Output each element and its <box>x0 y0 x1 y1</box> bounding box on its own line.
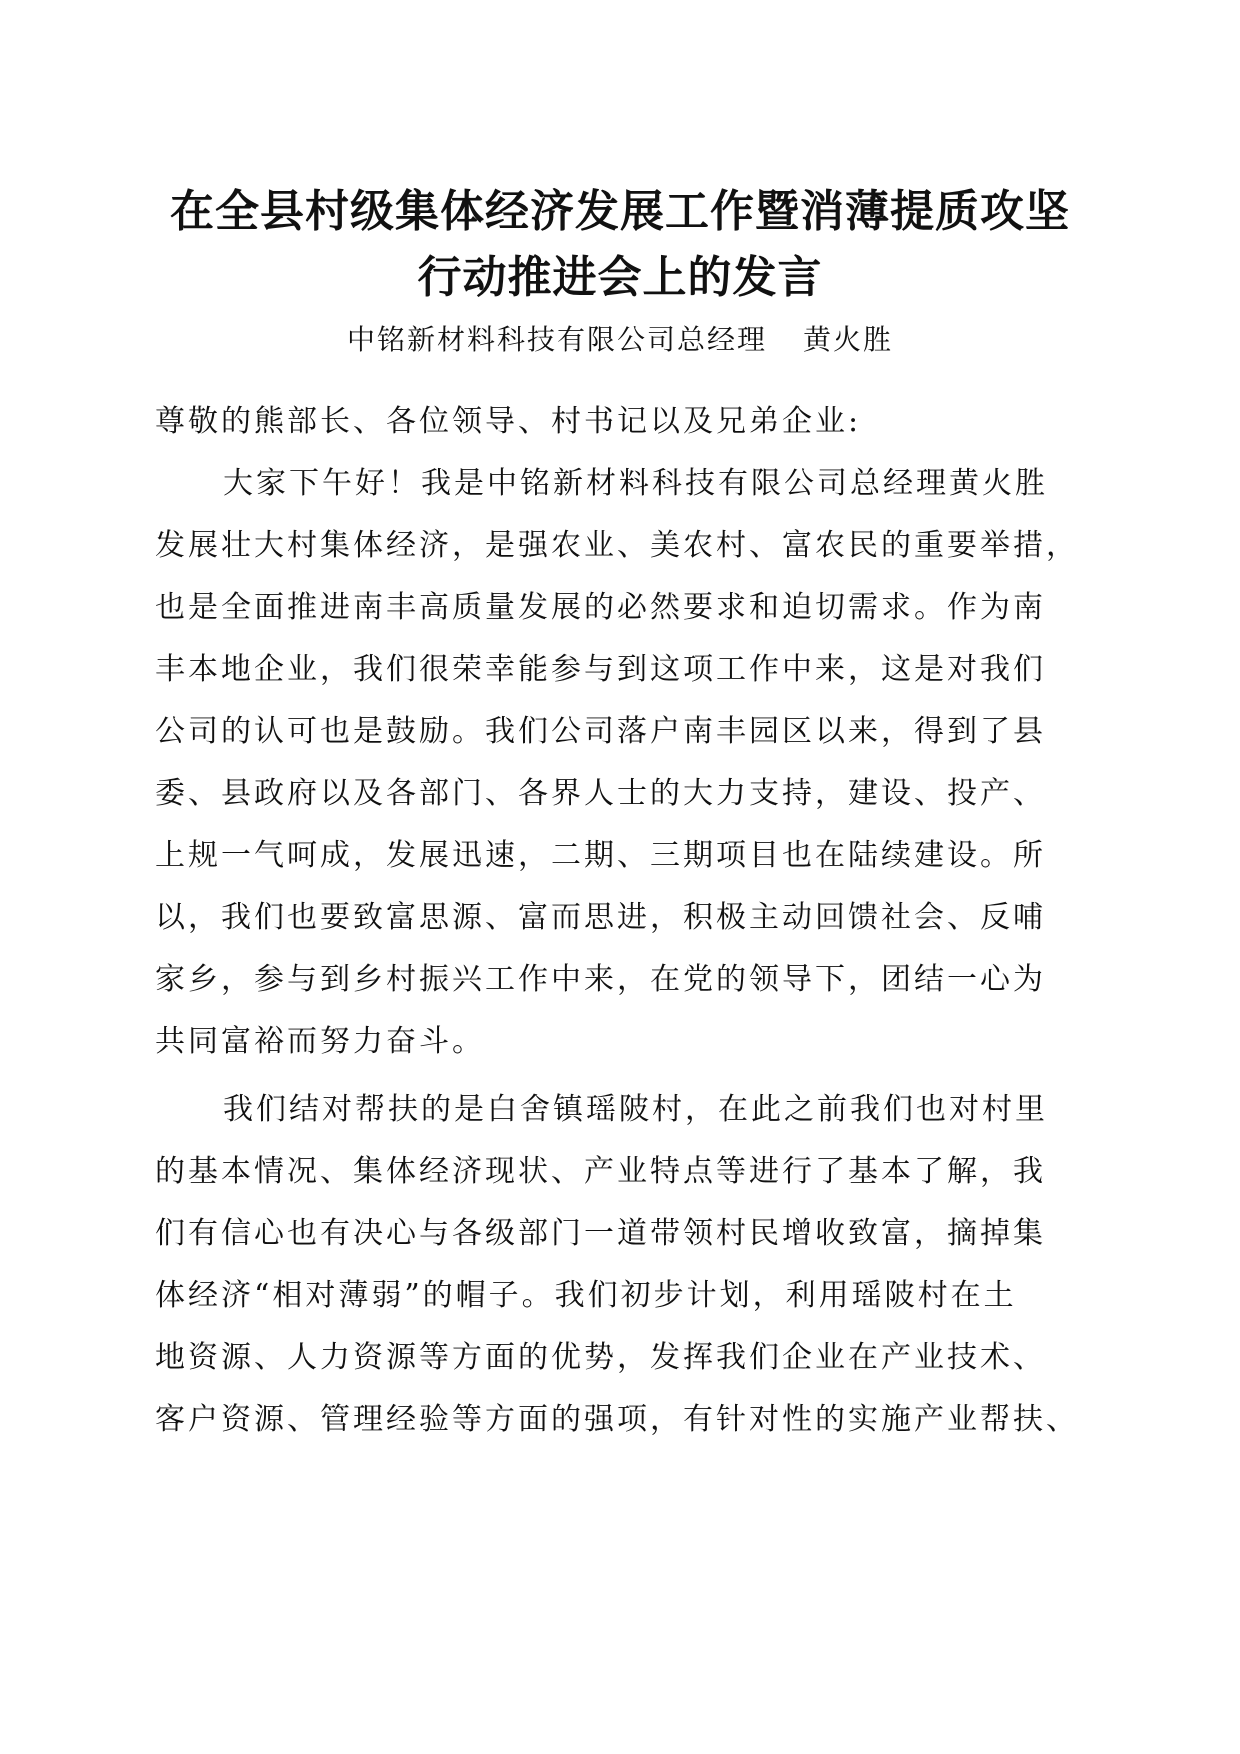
paragraph-line: 们有信心也有决心与各级部门一道带领村民增收致富，摘掉集 <box>155 1216 1046 1251</box>
salutation: 尊敬的熊部长、各位领导、村书记以及兄弟企业: <box>155 404 862 439</box>
author-byline <box>0 320 1240 360</box>
paragraph-line: 地资源、人力资源等方面的优势，发挥我们企业在产业技术、 <box>155 1340 1046 1375</box>
paragraph-line: 的基本情况、集体经济现状、产业特点等进行了基本了解，我 <box>155 1154 1046 1189</box>
paragraph-line: 丰本地企业，我们很荣幸能参与到这项工作中来，这是对我们 <box>155 652 1046 687</box>
paragraph-line: 家乡，参与到乡村振兴工作中来，在党的领导下，团结一心为 <box>155 962 1046 997</box>
paragraph-line: 共同富裕而努力奋斗。 <box>155 1024 485 1059</box>
paragraph-line: 客户资源、管理经验等方面的强项，有针对性的实施产业帮扶、 <box>155 1402 1079 1437</box>
author-position: 中铭新材料科技有限公司总经理 <box>346 323 767 356</box>
speech-title-line-2: 行动推进会上的发言 <box>417 252 823 303</box>
speech-title-line-1: 在全县村级集体经济发展工作暨消薄提质攻坚 <box>170 186 1070 237</box>
paragraph-line: 委、县政府以及各部门、各界人士的大力支持，建设、投产、 <box>155 776 1046 811</box>
author-name: 黄火胜 <box>803 323 894 356</box>
paragraph-line: 体经济“相对薄弱”的帽子。我们初步计划，利用瑶陂村在土 <box>155 1278 1017 1313</box>
paragraph-line: 公司的认可也是鼓励。我们公司落户南丰园区以来，得到了县 <box>155 714 1046 749</box>
paragraph-line: 以，我们也要致富思源、富而思进，积极主动回馈社会、反哺 <box>155 900 1046 935</box>
paragraph-line: 发展壮大村集体经济，是强农业、美农村、富农民的重要举措， <box>155 528 1079 563</box>
paragraph-line: 我们结对帮扶的是白舍镇瑶陂村，在此之前我们也对村里 <box>223 1092 1048 1127</box>
paragraph-line: 也是全面推进南丰高质量发展的必然要求和迫切需求。作为南 <box>155 590 1046 625</box>
paragraph-line: 大家下午好！我是中铭新材料科技有限公司总经理黄火胜 <box>223 466 1048 501</box>
paragraph-line: 上规一气呵成，发展迅速，二期、三期项目也在陆续建设。所 <box>155 838 1046 873</box>
